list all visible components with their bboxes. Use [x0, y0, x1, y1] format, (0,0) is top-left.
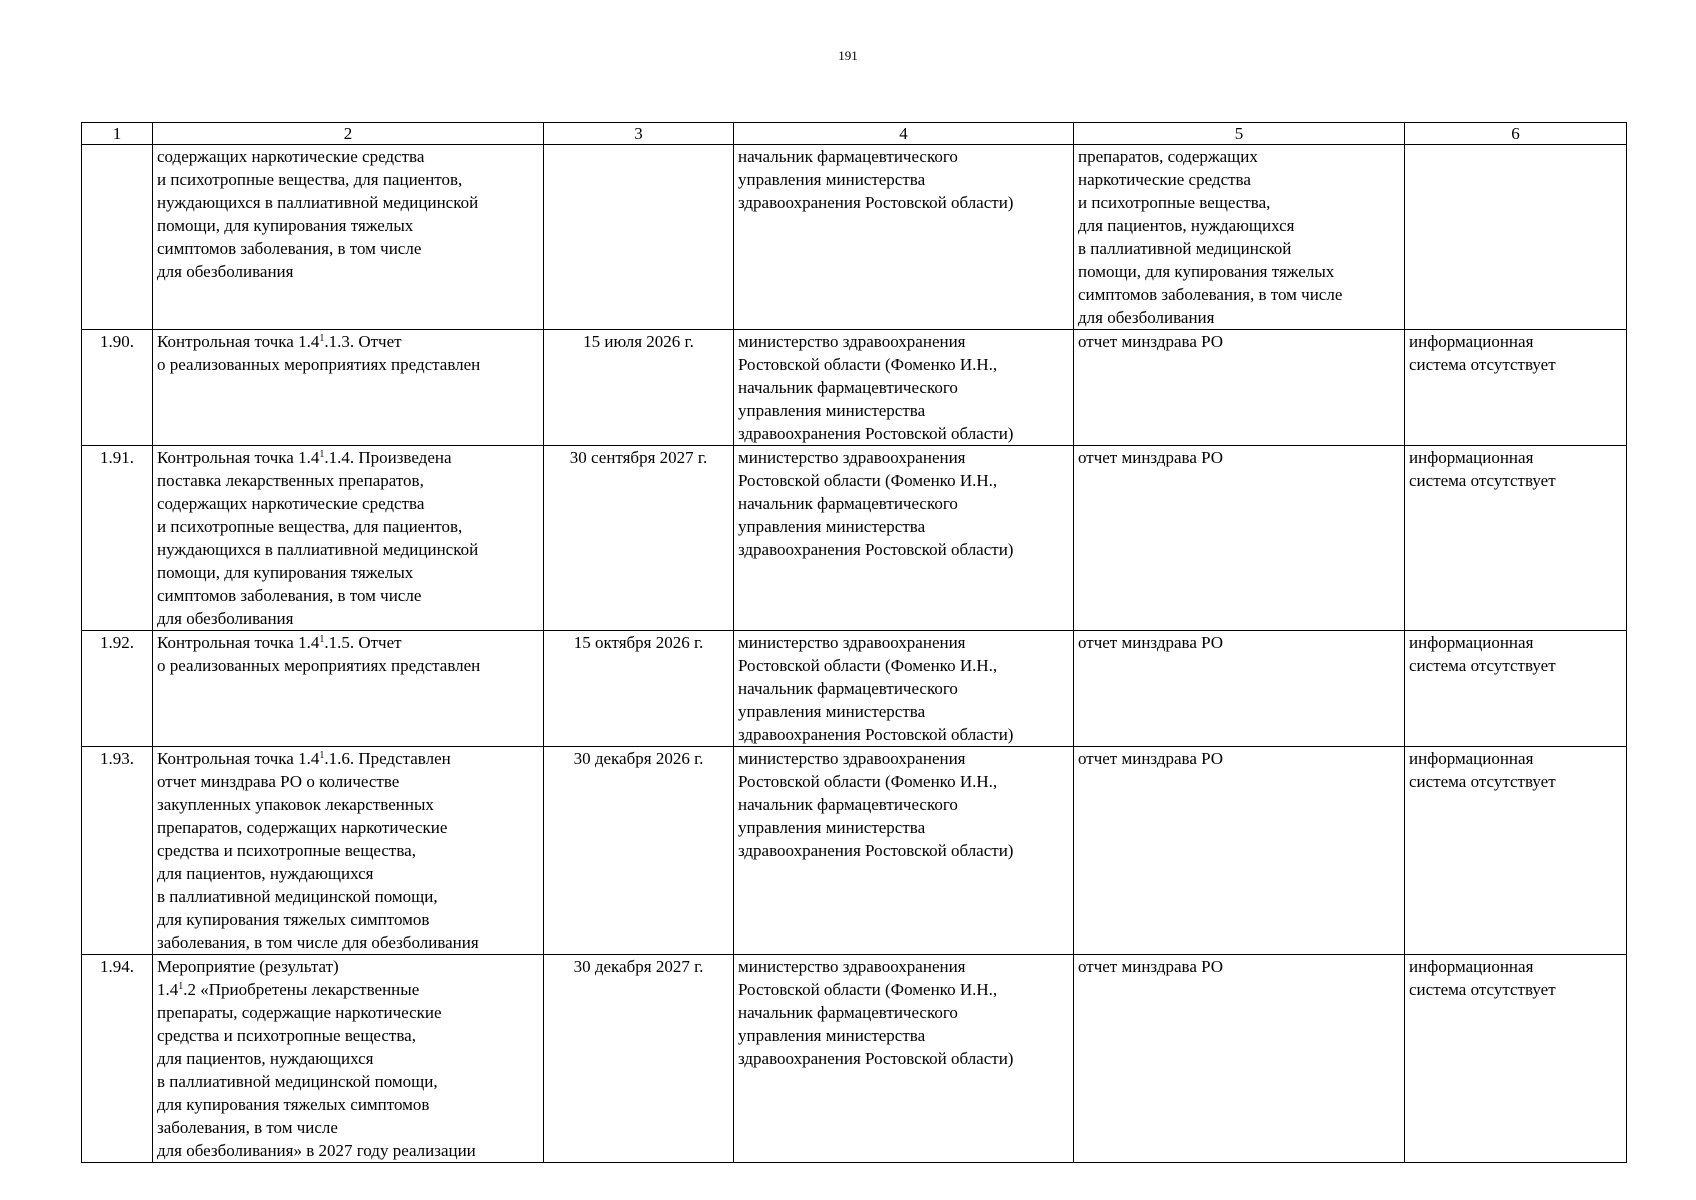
- event-name-text: .2 «Приобретены лекарственные препараты, содержащие наркотические средства и психотропные вещества, для пациентов, нуждающихся в паллиативной медицинской помощи, для купирования тяжелых симптомов заболевания, в том числе для обезболивания» в 2027 году реализации: [157, 980, 476, 1160]
- responsible: министерство здравоохранения Ростовской области (Фоменко И.Н., начальник фармацевтического управления министерства здравоохранения Ростовской области): [734, 955, 1074, 1163]
- column-header: 6: [1405, 123, 1627, 145]
- due-date: 15 октября 2026 г.: [544, 631, 734, 747]
- document-type: отчет минздрава РО: [1074, 631, 1405, 747]
- event-name: содержащих наркотические средства и психотропные вещества, для пациентов, нуждающихся в паллиативной медицинской помощи, для купирования тяжелых симптомов заболевания, в том числе для обезболивания: [153, 145, 544, 330]
- due-date: 30 декабря 2026 г.: [544, 747, 734, 955]
- column-header: 3: [544, 123, 734, 145]
- document-type: отчет минздрава РО: [1074, 330, 1405, 446]
- row-number: [82, 145, 153, 330]
- event-name: [153, 330, 544, 446]
- event-name-text: Контрольная точка 1.4: [157, 332, 320, 351]
- table-row: [82, 955, 1627, 1163]
- superscript: 1: [319, 750, 325, 761]
- document-type: отчет минздрава РО: [1074, 446, 1405, 631]
- table-row: [82, 330, 1627, 446]
- table-row: [82, 145, 1627, 330]
- information-system: информационная система отсутствует: [1405, 330, 1627, 446]
- event-name-text: Контрольная точка 1.4: [157, 448, 320, 467]
- information-system: [1405, 145, 1627, 330]
- due-date: 30 сентября 2027 г.: [544, 446, 734, 631]
- row-number: 1.92.: [82, 631, 153, 747]
- superscript: 1: [178, 981, 184, 992]
- table-row: [82, 446, 1627, 631]
- information-system: информационная система отсутствует: [1405, 631, 1627, 747]
- document-type: препаратов, содержащих наркотические средства и психотропные вещества, для пациентов, нуждающихся в паллиативной медицинской помощи, для купирования тяжелых симптомов заболевания, в том числе для обезболивания: [1074, 145, 1405, 330]
- table-row: [82, 747, 1627, 955]
- table-row: [82, 631, 1627, 747]
- responsible: министерство здравоохранения Ростовской области (Фоменко И.Н., начальник фармацевтического управления министерства здравоохранения Ростовской области): [734, 446, 1074, 631]
- column-header: 2: [153, 123, 544, 145]
- due-date: [544, 145, 734, 330]
- column-header: 1: [82, 123, 153, 145]
- event-name-text: .1.3. Отчет о реализованных мероприятиях представлен: [157, 332, 481, 374]
- event-name-text: Контрольная точка 1.4: [157, 633, 320, 652]
- event-name-text: Мероприятие (результат) 1.4: [157, 957, 339, 999]
- due-date: 15 июля 2026 г.: [544, 330, 734, 446]
- event-name-text: .1.5. Отчет о реализованных мероприятиях представлен: [157, 633, 481, 675]
- plan-table: [81, 122, 1627, 1163]
- event-name: [153, 747, 544, 955]
- column-header: 4: [734, 123, 1074, 145]
- information-system: информационная система отсутствует: [1405, 955, 1627, 1163]
- event-name: [153, 955, 544, 1163]
- row-number: 1.90.: [82, 330, 153, 446]
- superscript: 1: [319, 634, 325, 645]
- event-name: [153, 631, 544, 747]
- row-number: 1.94.: [82, 955, 153, 1163]
- responsible: министерство здравоохранения Ростовской области (Фоменко И.Н., начальник фармацевтического управления министерства здравоохранения Ростовской области): [734, 330, 1074, 446]
- event-name-text: .1.4. Произведена поставка лекарственных препаратов, содержащих наркотические средства и психотропные вещества, для пациентов, нуждающихся в паллиативной медицинской помощи, для купирования тяжелых симптомов заболевания, в том числе для обезболивания: [157, 448, 479, 628]
- row-number: 1.91.: [82, 446, 153, 631]
- superscript: 1: [319, 449, 325, 460]
- due-date: 30 декабря 2027 г.: [544, 955, 734, 1163]
- responsible: начальник фармацевтического управления министерства здравоохранения Ростовской области): [734, 145, 1074, 330]
- document-type: отчет минздрава РО: [1074, 747, 1405, 955]
- page-number: 191: [838, 48, 858, 63]
- responsible: министерство здравоохранения Ростовской области (Фоменко И.Н., начальник фармацевтического управления министерства здравоохранения Ростовской области): [734, 631, 1074, 747]
- row-number: 1.93.: [82, 747, 153, 955]
- superscript: 1: [319, 333, 325, 344]
- table-header-row: [82, 123, 1627, 145]
- event-name-text: Контрольная точка 1.4: [157, 749, 320, 768]
- document-type: отчет минздрава РО: [1074, 955, 1405, 1163]
- event-name-text: .1.6. Представлен отчет минздрава РО о количестве закупленных упаковок лекарственных препаратов, содержащих наркотические средства и психотропные вещества, для пациентов, нуждающихся в паллиативной медицинской помощи, для купирования тяжелых симптомов заболевания, в том числе для обезболивания: [157, 749, 479, 952]
- information-system: информационная система отсутствует: [1405, 747, 1627, 955]
- responsible: министерство здравоохранения Ростовской области (Фоменко И.Н., начальник фармацевтического управления министерства здравоохранения Ростовской области): [734, 747, 1074, 955]
- event-name: [153, 446, 544, 631]
- information-system: информационная система отсутствует: [1405, 446, 1627, 631]
- column-header: 5: [1074, 123, 1405, 145]
